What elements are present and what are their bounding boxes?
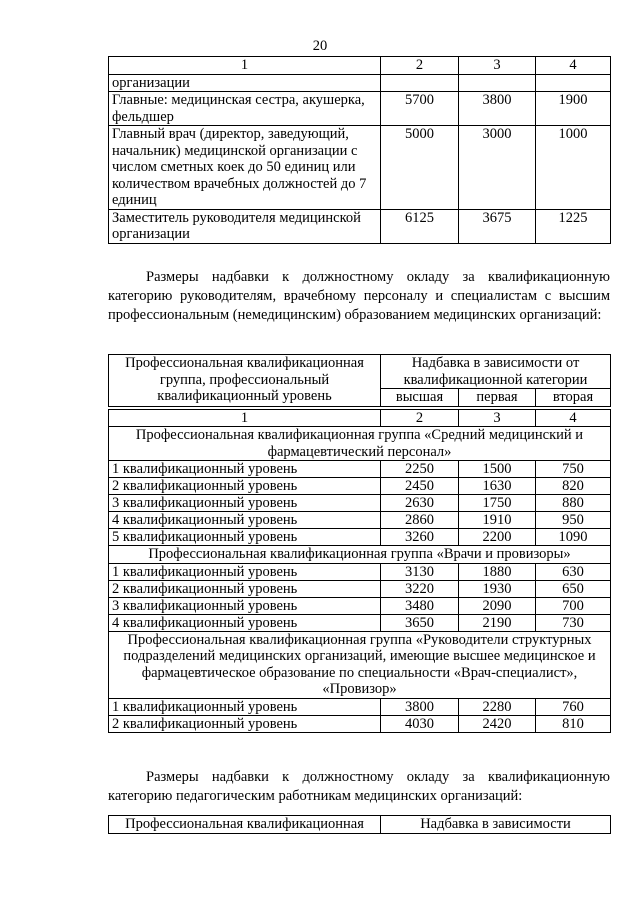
table-row (109, 209, 611, 243)
table-number-row (109, 409, 611, 427)
cell-value: 2200 (459, 529, 536, 546)
cell-value: 2450 (381, 478, 459, 495)
row-label: 2 квалификационный уровень (109, 580, 381, 597)
cell-value: 2090 (459, 597, 536, 614)
paragraph-qualification-allowance (108, 268, 610, 325)
row-label: Главный врач (директор, заведующий, начальник) медицинской организации с числом сметных коек до 50 единиц или количеством врачебных должностей до 7 единиц (109, 126, 381, 210)
cell-value: 950 (536, 512, 611, 529)
column-number: 3 (459, 57, 536, 75)
qualification-allowance-table (108, 354, 611, 733)
column-number: 2 (381, 409, 459, 427)
column-number: 4 (536, 57, 611, 75)
header-allowance: Надбавка в зависимости (381, 816, 611, 834)
position-allowance-table (108, 56, 611, 244)
group-title: Профессиональная квалификационная группа «Средний медицинский и фармацевтический персонал» (109, 427, 611, 461)
cell-value: 1930 (459, 580, 536, 597)
cell-value: 630 (536, 563, 611, 580)
table-header-row (109, 355, 611, 389)
header-group-level: Профессиональная квалификационная группа, профессиональный квалификационный уровень (109, 355, 381, 407)
row-label: Заместитель руководителя медицинской организации (109, 209, 381, 243)
header-allowance: Надбавка в зависимости от квалификационной категории (381, 355, 611, 389)
table-header-row (109, 57, 611, 75)
table-row (109, 495, 611, 512)
cell-value: 3000 (459, 126, 536, 210)
cell-value: 650 (536, 580, 611, 597)
table-row (109, 126, 611, 210)
column-number: 1 (109, 57, 381, 75)
cell-value: 1880 (459, 563, 536, 580)
cell-value: 4030 (381, 715, 459, 732)
group-title: Профессиональная квалификационная группа «Врачи и провизоры» (109, 546, 611, 564)
table-row (109, 461, 611, 478)
group-title-row (109, 427, 611, 461)
table-row (109, 478, 611, 495)
table-row (109, 698, 611, 715)
cell-value: 3220 (381, 580, 459, 597)
pedagogical-allowance-table (108, 815, 611, 834)
cell-value: 1225 (536, 209, 611, 243)
cell-value: 3260 (381, 529, 459, 546)
table-row (109, 715, 611, 732)
cell-value: 1500 (459, 461, 536, 478)
table-row (109, 92, 611, 126)
cell-value: 5700 (381, 92, 459, 126)
cell-value (381, 74, 459, 92)
table-row (109, 512, 611, 529)
column-number: 1 (109, 409, 381, 427)
cell-value: 1090 (536, 529, 611, 546)
cell-value: 700 (536, 597, 611, 614)
group-title-row (109, 631, 611, 698)
row-label: Главные: медицинская сестра, акушерка, фельдшер (109, 92, 381, 126)
cell-value: 810 (536, 715, 611, 732)
row-label: организации (109, 74, 381, 92)
cell-value: 750 (536, 461, 611, 478)
table-row (109, 597, 611, 614)
page-number: 20 (312, 38, 328, 54)
column-number: 2 (381, 57, 459, 75)
cell-value: 1630 (459, 478, 536, 495)
cell-value (536, 74, 611, 92)
row-label: 1 квалификационный уровень (109, 461, 381, 478)
header-category-highest: высшая (381, 389, 459, 407)
cell-value: 2280 (459, 698, 536, 715)
cell-value: 2630 (381, 495, 459, 512)
paragraph-text: Размеры надбавки к должностному окладу за квалификационную категорию руководителям, врачебному персоналу и специалистам с высшим профессиональным (немедицинским) образованием медицинских организаций: (108, 269, 610, 323)
cell-value: 2860 (381, 512, 459, 529)
cell-value: 3800 (459, 92, 536, 126)
table-row (109, 563, 611, 580)
paragraph-text: Размеры надбавки к должностному окладу за квалификационную категорию педагогическим работникам медицинских организаций: (108, 769, 610, 804)
cell-value: 820 (536, 478, 611, 495)
cell-value: 3800 (381, 698, 459, 715)
cell-value (459, 74, 536, 92)
table-row (109, 74, 611, 92)
cell-value: 1750 (459, 495, 536, 512)
cell-value: 730 (536, 614, 611, 631)
table-header-row (109, 816, 611, 834)
header-category-second: вторая (536, 389, 611, 407)
cell-value: 1900 (536, 92, 611, 126)
header-category-first: первая (459, 389, 536, 407)
cell-value: 3130 (381, 563, 459, 580)
table-row (109, 580, 611, 597)
cell-value: 3650 (381, 614, 459, 631)
cell-value: 2250 (381, 461, 459, 478)
row-label: 5 квалификационный уровень (109, 529, 381, 546)
cell-value: 3480 (381, 597, 459, 614)
cell-value: 1000 (536, 126, 611, 210)
cell-value: 760 (536, 698, 611, 715)
group-title: Профессиональная квалификационная группа «Руководители структурных подразделений медицинских организаций, имеющие высшее медицинское и фармацевтическое образование по специальности «Врач-специалист», «Провизор» (109, 631, 611, 698)
group-title-row (109, 546, 611, 564)
cell-value: 5000 (381, 126, 459, 210)
row-label: 3 квалификационный уровень (109, 597, 381, 614)
row-label: 2 квалификационный уровень (109, 715, 381, 732)
row-label: 1 квалификационный уровень (109, 698, 381, 715)
row-label: 1 квалификационный уровень (109, 563, 381, 580)
cell-value: 3675 (459, 209, 536, 243)
column-number: 4 (536, 409, 611, 427)
table-row (109, 614, 611, 631)
cell-value: 6125 (381, 209, 459, 243)
row-label: 2 квалификационный уровень (109, 478, 381, 495)
row-label: 3 квалификационный уровень (109, 495, 381, 512)
row-label: 4 квалификационный уровень (109, 614, 381, 631)
cell-value: 1910 (459, 512, 536, 529)
cell-value: 2190 (459, 614, 536, 631)
column-number: 3 (459, 409, 536, 427)
cell-value: 2420 (459, 715, 536, 732)
row-label: 4 квалификационный уровень (109, 512, 381, 529)
table-row (109, 529, 611, 546)
cell-value: 880 (536, 495, 611, 512)
header-group-level: Профессиональная квалификационная (109, 816, 381, 834)
paragraph-pedagogical-allowance (108, 768, 610, 806)
